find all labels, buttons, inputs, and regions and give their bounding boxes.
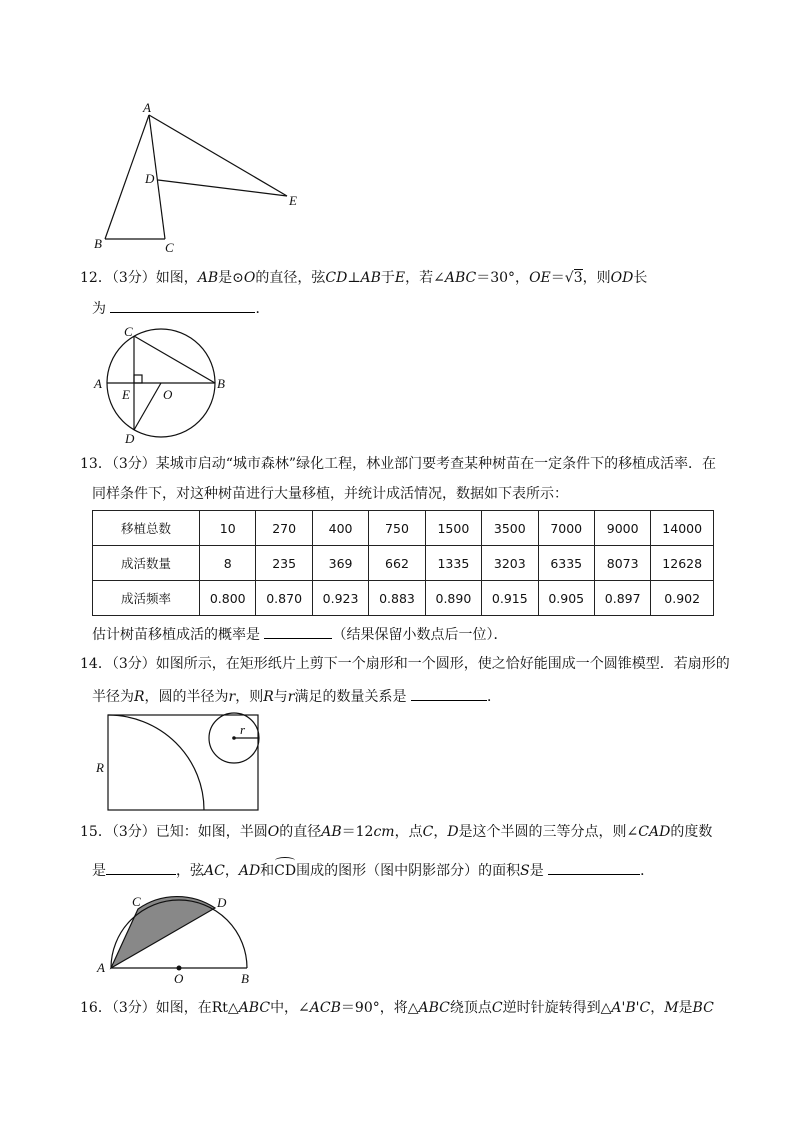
label-A: A: [97, 960, 105, 975]
table-cell: 0.902: [651, 581, 714, 616]
label-B: B: [241, 971, 249, 986]
answer-blank-12[interactable]: [110, 298, 255, 313]
table-cell: 750: [369, 511, 425, 546]
label-D: D: [217, 895, 227, 910]
table-row: [93, 546, 714, 581]
label-C: C: [165, 240, 174, 255]
row-label: 成活数量: [93, 546, 200, 581]
label-E: E: [122, 387, 130, 402]
table-cell: 0.890: [425, 581, 481, 616]
label-B: B: [94, 236, 102, 251]
figure-q14: [92, 712, 266, 814]
figure-q12: [88, 322, 238, 446]
table-cell: 0.800: [200, 581, 256, 616]
table-cell: 369: [312, 546, 368, 581]
table-cell: 1335: [425, 546, 481, 581]
label-O: O: [163, 387, 173, 402]
question-14-line-2: 半径为R，圆的半径为r，则R与r满足的数量关系是 ．: [92, 686, 501, 707]
question-13-line-2: 同样条件下，对这种树苗进行大量移植，并统计成活情况，数据如下表所示：: [92, 486, 568, 502]
table-cell: 6335: [538, 546, 594, 581]
question-12-line-2: 为 ．: [92, 298, 269, 319]
arc-CD: CD: [274, 861, 296, 881]
answer-blank-13[interactable]: [264, 624, 332, 639]
table-cell: 1500: [425, 511, 481, 546]
question-13-line-1: 13．（3分）某城市启动“城市森林”绿化工程，林业部门要考查某种树苗在一定条件下的移植成活率．在: [80, 456, 717, 472]
question-15-line-1: 15．（3分）已知：如图，半圆O的直径AB＝12cm，点C，D是这个半圆的三等分点，则∠CAD的度数: [80, 824, 713, 840]
table-cell: 3500: [482, 511, 538, 546]
table-cell: 8073: [594, 546, 650, 581]
table-cell: 0.870: [256, 581, 312, 616]
table-cell: 400: [312, 511, 368, 546]
answer-blank-15a[interactable]: [106, 860, 176, 875]
label-D: D: [145, 171, 155, 186]
figure-q11: [85, 95, 315, 260]
table-cell: 0.905: [538, 581, 594, 616]
label-O: O: [174, 971, 184, 986]
table-cell: 0.897: [594, 581, 650, 616]
arc-mark: [275, 857, 295, 864]
label-B: B: [217, 376, 225, 391]
table-cell: 270: [256, 511, 312, 546]
question-14-line-1: 14．（3分）如图所示，在矩形纸片上剪下一个扇形和一个圆形，使之恰好能围成一个圆锥模型．若扇形的: [80, 656, 730, 672]
question-15-line-2: 是 ，弦AC，AD和 CD围成的图形（图中阴影部分）的面积S是 ．: [92, 860, 654, 881]
table-row: [93, 511, 714, 546]
table-cell: 14000: [651, 511, 714, 546]
table-cell: 235: [256, 546, 312, 581]
question-16-line-1: 16．（3分）如图，在Rt△ABC中，∠ACB＝90°，将△ABC绕顶点C逆时针旋转得到△A'B'C，M是BC: [80, 1000, 714, 1016]
table-cell: 9000: [594, 511, 650, 546]
table-cell: 7000: [538, 511, 594, 546]
table-cell: 0.883: [369, 581, 425, 616]
label-C: C: [124, 324, 133, 339]
sqrt-argument: 3: [573, 270, 583, 286]
label-E: E: [289, 193, 297, 208]
survival-table: [92, 510, 714, 616]
table-cell: 12628: [651, 546, 714, 581]
label-C: C: [132, 894, 141, 909]
label-r: r: [240, 722, 246, 737]
question-13-line-3: 估计树苗移植成活的概率是 （结果保留小数点后一位）．: [92, 624, 507, 645]
table-cell: 8: [200, 546, 256, 581]
table-cell: 0.915: [482, 581, 538, 616]
sqrt-symbol: √: [564, 270, 574, 286]
answer-blank-14[interactable]: [411, 686, 487, 701]
row-label: 移植总数: [93, 511, 200, 546]
label-A: A: [143, 100, 151, 115]
row-label: 成活频率: [93, 581, 200, 616]
table-cell: 0.923: [312, 581, 368, 616]
table-cell: 662: [369, 546, 425, 581]
table-cell: 10: [200, 511, 256, 546]
figure-q15: [94, 892, 264, 987]
label-D: D: [125, 431, 135, 446]
question-12-line-1: 12．（3分）如图，AB是⊙O的直径，弦CD⊥AB于E，若∠ABC＝30°，OE＝√3，则OD长: [80, 270, 648, 286]
table-cell: 3203: [482, 546, 538, 581]
table-row: [93, 581, 714, 616]
label-A: A: [94, 376, 102, 391]
label-R: R: [96, 760, 104, 775]
answer-blank-15b[interactable]: [548, 860, 640, 875]
